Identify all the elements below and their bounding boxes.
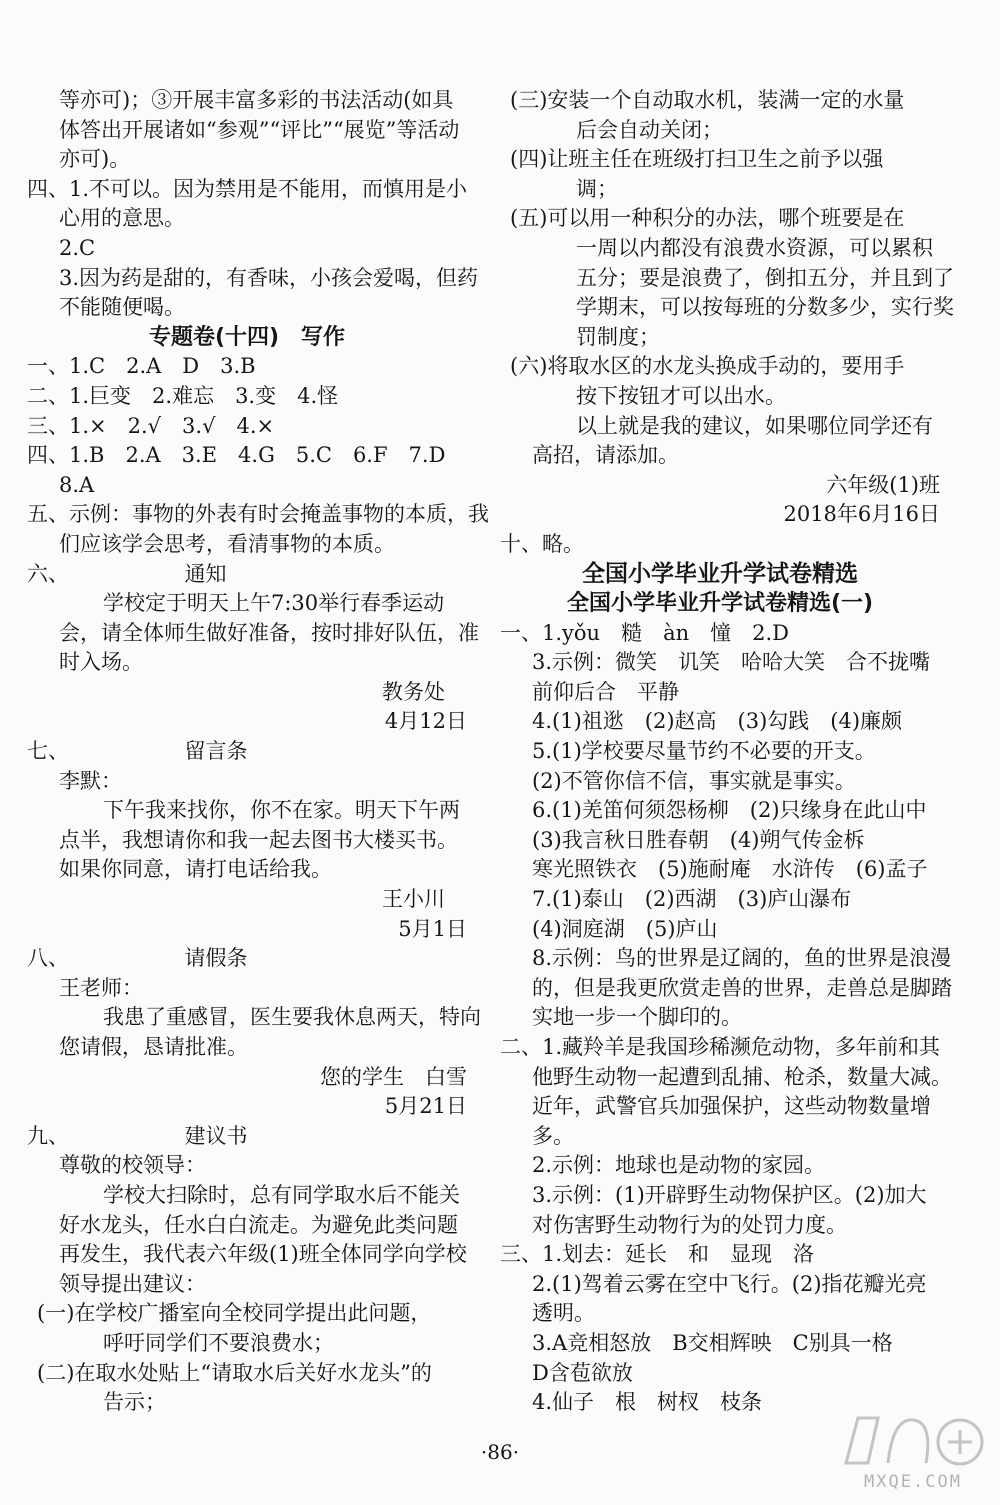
text-line: 8.A xyxy=(59,472,95,497)
text-line: 2.C xyxy=(59,235,96,260)
text-line: 时入场。 xyxy=(59,650,143,675)
text-line: 学校大扫除时，总有同学取水后不能关 xyxy=(103,1182,460,1207)
text-line: 不能随便喝。 xyxy=(59,295,185,320)
text-line: 按下按钮才可以出水。 xyxy=(576,383,786,408)
text-line: 二、1.藏羚羊是我国珍稀濒危动物，多年前和其 xyxy=(500,1035,941,1059)
text-line: 2.(1)驾着云雾在空中飞行。(2)指花瓣光亮 xyxy=(532,1271,927,1296)
text-line: 再发生，我代表六年级(1)班全体同学向学校 xyxy=(59,1242,467,1267)
text-line: 近年，武警官兵加强保护，这些动物数量增 xyxy=(532,1094,931,1119)
text-line: 一、1.yǒu 糙 àn 憧 2.D xyxy=(500,620,789,645)
text-line: 我患了重感冒，医生要我休息两天，特向 xyxy=(103,1005,481,1030)
text-line: 六年级(1)班 xyxy=(826,472,940,497)
text-line: 一周以内都没有浪费水资源，可以累积 xyxy=(576,235,933,260)
text-line: 九、 建议书 xyxy=(27,1123,248,1148)
text-line: 全国小学毕业升学试卷精选 xyxy=(582,560,858,587)
text-line: 多。 xyxy=(532,1123,574,1148)
text-line: 三、1.划去：延长 和 显现 洛 xyxy=(500,1242,815,1267)
text-line: 4.(1)祖逖 (2)赵高 (3)勾践 (4)廉颇 xyxy=(532,709,903,734)
watermark-logo-icon xyxy=(838,1408,988,1478)
text-line: 5月21日 xyxy=(384,1094,467,1119)
text-line: 他野生动物一起遭到乱捕、枪杀，数量大减。 xyxy=(532,1064,952,1089)
text-line: (五)可以用一种积分的办法，哪个班要是在 xyxy=(510,206,905,231)
text-line: (六)将取水区的水龙头换成手动的，要用手 xyxy=(510,354,905,379)
text-line: 领导提出建议： xyxy=(59,1271,206,1296)
text-line: 心用的意思。 xyxy=(59,206,185,231)
text-line: 王小川 xyxy=(382,887,445,912)
text-line: 教务处 xyxy=(382,679,445,704)
text-line: 体答出开展诸如“参观”“评比”“展览”等活动 xyxy=(59,117,460,142)
text-line: 二、1.巨变 2.难忘 3.变 4.怪 xyxy=(27,383,339,408)
text-line: 尊敬的校领导： xyxy=(59,1153,206,1178)
text-line: 3.示例：微笑 讥笑 哈哈大笑 合不拢嘴 xyxy=(532,650,931,675)
text-line: 四、1.B 2.A 3.E 4.G 5.C 6.F 7.D xyxy=(27,443,446,468)
watermark-site: MXQE.COM xyxy=(864,1472,962,1492)
text-line: 全国小学毕业升学试卷精选(一) xyxy=(566,591,874,617)
text-line: 调； xyxy=(576,176,618,201)
text-line: 您的学生 白雪 xyxy=(320,1064,467,1089)
text-line: (四)让班主任在班级打扫卫生之前予以强 xyxy=(510,147,884,172)
text-line: 的，但是我更欣赏走兽的世界，走兽总是脚踏 xyxy=(532,975,952,1000)
text-line: 专题卷(十四) 写作 xyxy=(148,324,346,350)
text-line: 会，请全体师生做好准备，按时排好队伍，准 xyxy=(59,620,479,645)
text-line: 3.A竞相怒放 B交相辉映 C别具一格 xyxy=(532,1330,893,1355)
left-column xyxy=(27,86,489,1418)
text-line: 8.示例：鸟的世界是辽阔的，鱼的世界是浪漫 xyxy=(532,946,952,971)
text-line: 3.因为药是甜的，有香味，小孩会爱喝，但药 xyxy=(59,265,479,290)
text-line: 7.(1)泰山 (2)西湖 (3)庐山瀑布 xyxy=(532,887,852,912)
text-line: 告示； xyxy=(103,1390,166,1415)
text-line: 们应该学会思考，看清事物的本质。 xyxy=(59,531,395,556)
text-line: (2)不管你信不信，事实就是事实。 xyxy=(532,768,856,793)
text-line: 三、1.× 2.√ 3.√ 4.× xyxy=(27,413,275,438)
text-line: (4)洞庭湖 (5)庐山 xyxy=(532,916,718,941)
text-line: 罚制度； xyxy=(576,324,660,349)
text-line: 实地一步一个脚印的。 xyxy=(532,1005,742,1030)
text-line: 四、1.不可以。因为禁用是不能用，而慎用是小 xyxy=(27,176,468,201)
text-line: 4月12日 xyxy=(384,709,467,734)
watermark-logo xyxy=(838,1408,988,1500)
text-line: 高招，请添加。 xyxy=(532,443,679,468)
text-line: 呼吁同学们不要浪费水； xyxy=(103,1330,334,1355)
text-line: 等亦可)；③开展丰富多彩的书法活动(如具 xyxy=(59,88,454,112)
text-line: 李默： xyxy=(59,768,122,793)
text-line: 4.仙子 根 树杈 枝条 xyxy=(532,1390,763,1415)
text-line: 一、1.C 2.A D 3.B xyxy=(27,354,256,379)
text-line: 学校定于明天上午7:30举行春季运动 xyxy=(103,591,445,616)
text-line: D含苞欲放 xyxy=(532,1360,633,1385)
page-number: ·86· xyxy=(480,1440,520,1464)
text-line: 五、示例：事物的外表有时会掩盖事物的本质，我 xyxy=(27,502,489,527)
text-line: 您请假，恳请批准。 xyxy=(59,1035,248,1059)
text-line: 前仰后合 平静 xyxy=(532,679,679,704)
text-line: 亦可)。 xyxy=(59,147,131,172)
text-line: 学期末，可以按每班的分数多少，实行奖 xyxy=(576,295,954,320)
text-line: 八、 请假条 xyxy=(27,946,248,971)
right-column xyxy=(500,86,954,1418)
text-line: 点半，我想请你和我一起去图书大楼买书。 xyxy=(59,827,458,852)
text-line: 3.示例：(1)开辟野生动物保护区。(2)加大 xyxy=(532,1182,927,1207)
text-line: 王老师： xyxy=(59,975,143,1000)
text-line: (三)安装一个自动取水机，装满一定的水量 xyxy=(510,88,905,112)
text-line: 七、 留言条 xyxy=(27,739,248,764)
text-line: 下午我来找你，你不在家。明天下午两 xyxy=(103,798,460,823)
text-line: (3)我言秋日胜春朝 (4)朔气传金柝 xyxy=(532,827,865,852)
text-line: (一)在学校广播室向全校同学提出此问题， xyxy=(37,1301,432,1326)
text-line: 透明。 xyxy=(532,1301,595,1326)
text-line: 十、略。 xyxy=(500,531,584,556)
text-line: 好水龙头，任水白白流走。为避免此类问题 xyxy=(59,1212,458,1237)
text-line: 如果你同意，请打电话给我。 xyxy=(59,857,332,882)
text-line: 6.(1)羌笛何须怨杨柳 (2)只缘身在此山中 xyxy=(532,798,927,823)
text-line: 对伤害野生动物行为的处罚力度。 xyxy=(532,1212,847,1237)
text-line: 后会自动关闭； xyxy=(576,117,723,142)
text-line: 2018年6月16日 xyxy=(783,502,940,527)
text-line: 六、 通知 xyxy=(27,561,227,586)
text-line: 五分；要是浪费了，倒扣五分，并且到了 xyxy=(576,265,954,290)
text-line: 5.(1)学校要尽量节约不必要的开支。 xyxy=(532,739,876,764)
text-line: 5月1日 xyxy=(398,916,467,941)
text-line: 以上就是我的建议，如果哪位同学还有 xyxy=(576,413,933,438)
text-line: (二)在取水处贴上“请取水后关好水龙头”的 xyxy=(37,1360,432,1385)
text-line: 寒光照铁衣 (5)施耐庵 水浒传 (6)孟子 xyxy=(532,857,928,882)
text-line: 2.示例：地球也是动物的家园。 xyxy=(532,1153,826,1178)
